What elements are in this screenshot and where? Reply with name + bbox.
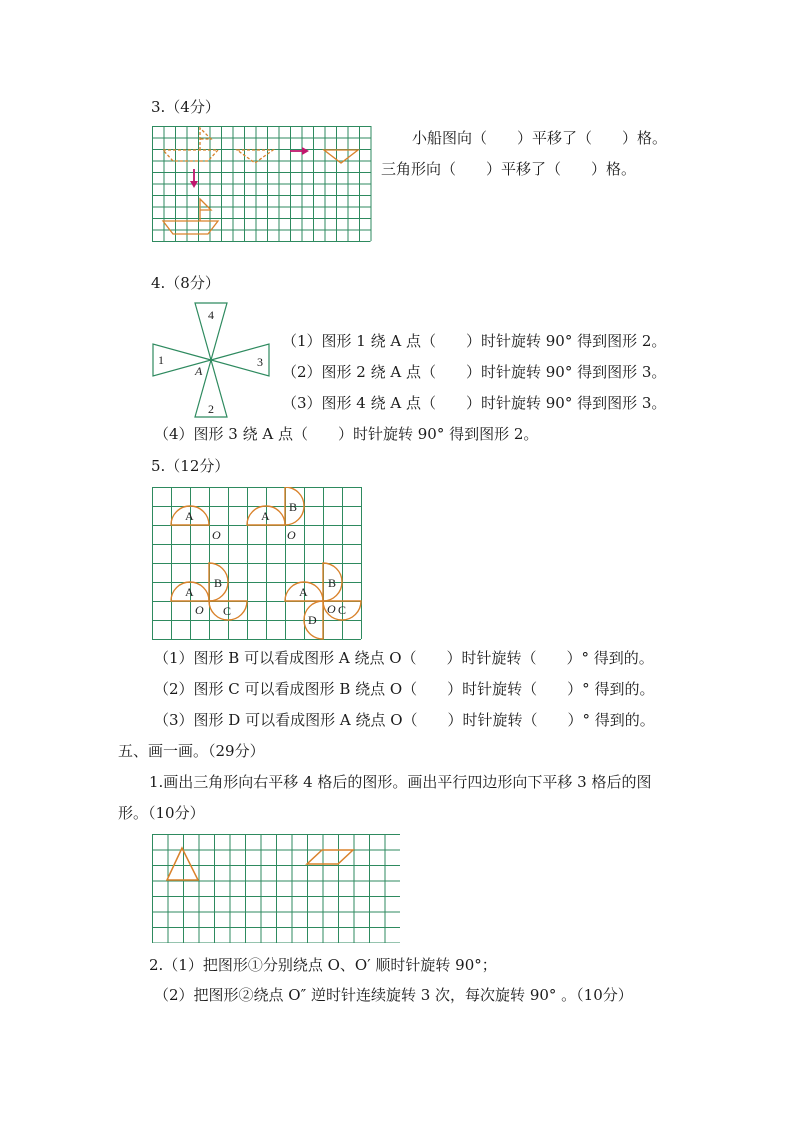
q4-label-1: 1 [158,353,164,367]
q5-g3-label-o: O [195,603,204,617]
draw-q1-line1: 1.画出三角形向右平移 4 格后的图形。画出平行四边形向下平移 3 格后的图 [149,773,652,791]
draw-q2-line2: （2）把图形②绕点 O″ 逆时针连续旋转 3 次，每次旋转 90° 。（10分） [154,986,633,1004]
q5-item-3: （3）图形 D 可以看成图形 A 绕点 O（ ）时针旋转（ ）° 得到的。 [154,711,655,729]
q4-item-4: （4）图形 3 绕 A 点（ ）时针旋转 90° 得到图形 2。 [154,425,539,443]
q3-grid-figure [152,126,372,248]
q5-g2-label-a: A [261,509,270,523]
q5-item-1: （1）图形 B 可以看成图形 A 绕点 O（ ）时针旋转（ ）° 得到的。 [154,649,654,667]
q5-g3-label-a: A [185,585,194,599]
q5-g4-label-o: O [327,602,336,616]
draw-q2-line1: 2.（1）把图形①分别绕点 O、O′ 顺时针旋转 90°； [149,956,497,974]
q4-label-a: A [195,364,203,378]
q5-g4-label-d: D [308,613,317,627]
q4-item-1: （1）图形 1 绕 A 点（ ）时针旋转 90° 得到图形 2。 [282,332,667,350]
q5-g3-label-b: B [214,576,223,590]
q5-g4-label-a: A [299,585,308,599]
draw-q1-grid-figure [152,834,400,943]
q3-arrow-right [290,147,309,155]
q3-line2: 三角形向（ ）平移了（ ）格。 [381,160,637,178]
q4-label-2: 2 [208,402,214,416]
q4-item-3: （3）图形 4 绕 A 点（ ）时针旋转 90° 得到图形 3。 [282,394,667,412]
q3-title: 3.（4分） [151,98,220,116]
draw-q1-triangle [167,848,198,880]
q5-g1-label-a: A [185,509,194,523]
q5-grid-figure [152,487,362,640]
q4-title: 4.（8分） [151,274,220,292]
section-heading: 五、画一画。（29分） [118,742,265,760]
q5-item-2: （2）图形 C 可以看成图形 B 绕点 O（ ）时针旋转（ ）° 得到的。 [154,680,655,698]
q4-pinwheel-figure [150,300,272,420]
q4-item-2: （2）图形 2 绕 A 点（ ）时针旋转 90° 得到图形 3。 [282,363,667,381]
q3-arrow-down [190,169,198,188]
q5-g4-label-b: B [328,576,337,590]
q3-line1: 小船图向（ ）平移了（ ）格。 [412,129,668,147]
q5-g3-label-c: C [223,604,232,618]
q5-title: 5.（12分） [151,457,230,475]
q5-g4-label-c: C [338,603,347,617]
draw-q1-parallelogram [307,850,353,864]
q5-g1-label-o: O [212,528,221,542]
q5-g2-label-o: O [287,528,296,542]
q4-label-4: 4 [208,308,214,322]
draw-q1-line2: 形。（10分） [118,804,205,822]
q5-g2-label-b: B [289,500,298,514]
q4-label-3: 3 [257,355,263,369]
